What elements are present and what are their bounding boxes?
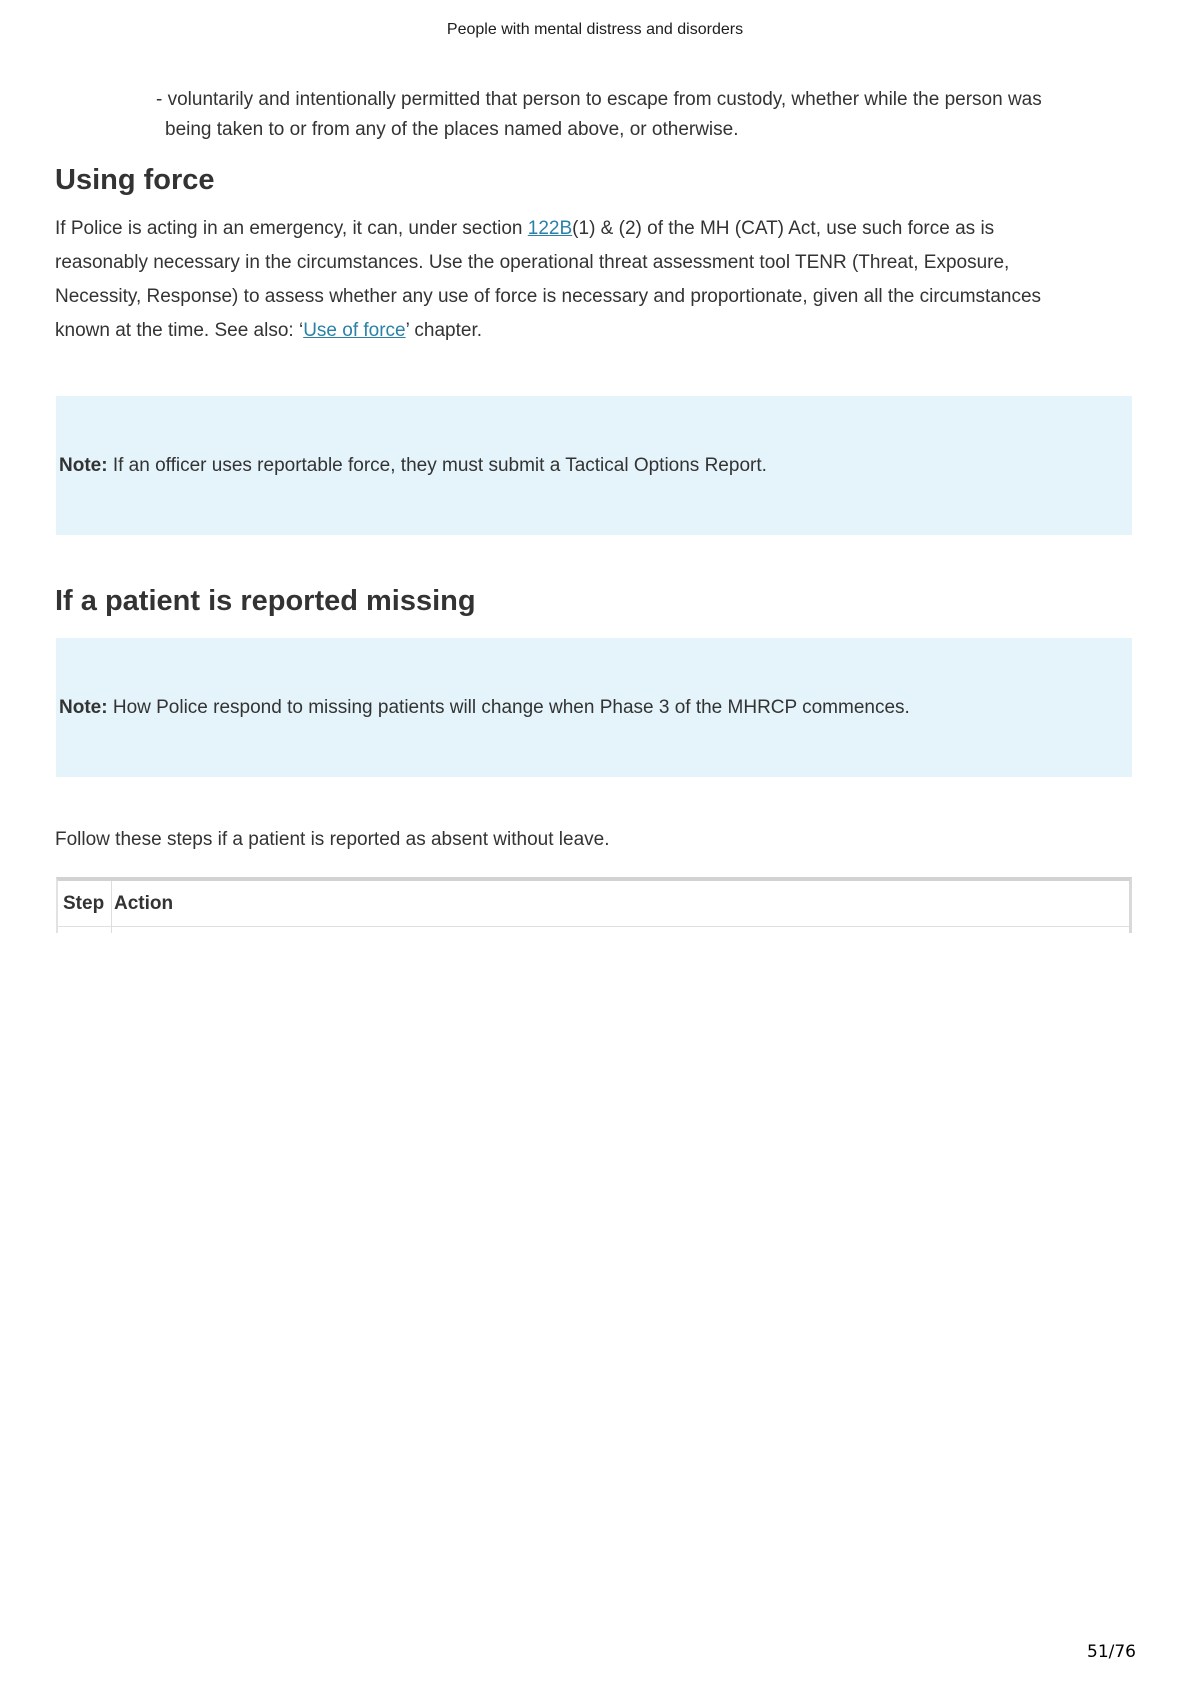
table-header-step: Step	[58, 881, 112, 926]
note-content	[59, 693, 910, 723]
paragraph-text-part1: If Police is acting in an emergency, it can, under section	[55, 218, 528, 239]
bullet-item: - voluntarily and intentionally permitted that person to escape from custody, whether while the person was being taken to or from any of the places named above, or otherwise.	[156, 89, 1042, 140]
note-text: If an officer uses reportable force, they must submit a Tactical Options Report.	[107, 454, 767, 476]
section-heading-using-force: Using force	[55, 164, 215, 196]
table-header-action: Action	[114, 892, 174, 914]
page-number: 51/76	[1087, 1642, 1136, 1662]
paragraph-text-part2: (1) & (2) of the MH (CAT) Act, use such force as is reasonably necessary in the circumstances. Use the operational threat assessment tool TENR (Threat, Exposure, Necessity, Response) to assess whether any use of force is necessary and proportionate, given all the circumstances known at the time. See also: ‘	[55, 218, 1042, 341]
note-text: How Police respond to missing patients will change when Phase 3 of the MHRCP commences.	[107, 696, 910, 718]
steps-intro-text: Follow these steps if a patient is reported as absent without leave.	[55, 829, 610, 850]
note-content	[59, 451, 767, 481]
paragraph-text-part3: ’ chapter.	[405, 320, 483, 341]
note-box-using-force	[56, 396, 1132, 535]
table-header-row	[58, 881, 1129, 927]
paragraph-using-force	[55, 212, 1065, 348]
link-122b[interactable]: 122B	[527, 218, 573, 239]
link-use-of-force[interactable]: Use of force	[303, 320, 406, 341]
note-label: Note:	[59, 696, 108, 718]
table-cell-step	[58, 927, 112, 933]
note-label: Note:	[59, 454, 108, 476]
table-row	[58, 927, 1129, 933]
page-header-title: People with mental distress and disorders	[446, 21, 744, 38]
section-heading-patient-missing: If a patient is reported missing	[55, 585, 476, 617]
note-box-patient-missing	[56, 638, 1132, 777]
steps-table	[56, 877, 1132, 933]
